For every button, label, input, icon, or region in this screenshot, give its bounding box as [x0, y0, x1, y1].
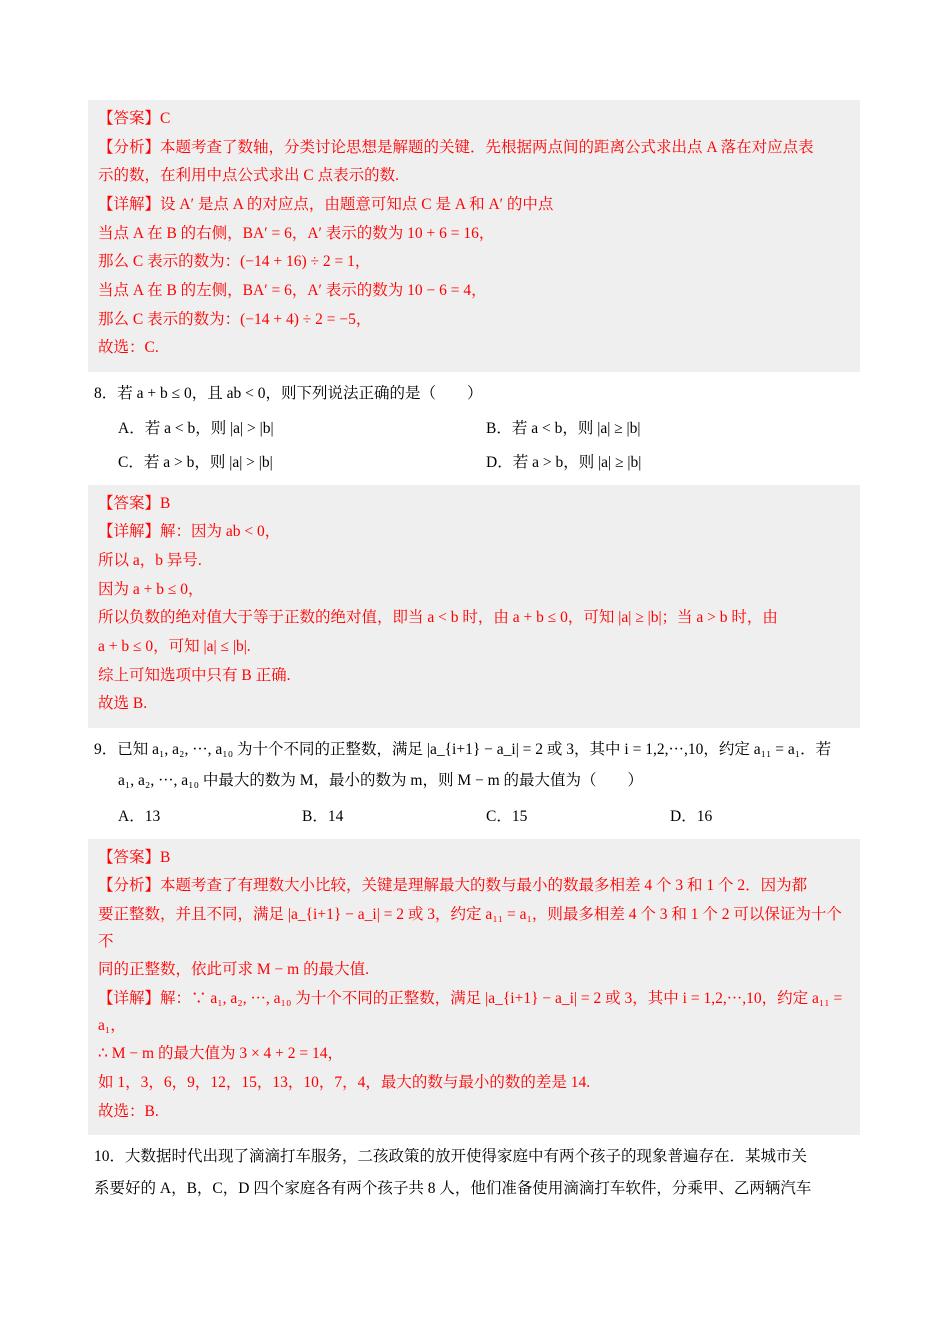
- question-8: [88, 372, 860, 485]
- question-10-line-2: 系要好的 A，B，C，D 四个家庭各有两个孩子共 8 人，他们准备使用滴滴打车软件，分乘甲、乙两辆汽车: [94, 1179, 812, 1197]
- question-8-option-d[interactable]: D．若 a > b，则 |a| ≥ |b|: [486, 454, 642, 472]
- solution-line-7-4: 那么 C 表示的数为：(−14 + 4) ÷ 2 = −5，: [98, 310, 372, 328]
- answer-label-8: 【答案】B: [98, 494, 171, 512]
- answer-block-7: [88, 100, 860, 372]
- question-9-option-c[interactable]: C．15: [486, 808, 528, 826]
- answer-label-7: 【答案】C: [98, 110, 171, 127]
- question-10-line-1: 10．大数据时代出现了滴滴打车服务，二孩政策的放开使得家庭中有两个孩子的现象普遍存在．某城市关: [94, 1148, 808, 1166]
- answer-label-9: 【答案】B: [98, 848, 171, 866]
- question-9-options: [94, 803, 854, 831]
- answer-block-9: [88, 839, 860, 1136]
- solution-line-7-3: 当点 A 在 B 的左侧，BA′ = 6，A′ 表示的数为 10 − 6 = 4，: [98, 281, 487, 299]
- analysis-line-9-3: 同的正整数，依此可求 M − m 的最大值.: [98, 961, 369, 979]
- detail-line-7: 【详解】设 A′ 是点 A 的对应点，由题意可知点 C 是 A 和 A′ 的中点: [98, 195, 554, 213]
- question-9-stem-line-2: a₁, a₂, ···, a₁₀ 中最大的数为 M，最小的数为 m，则 M − m 的最大值为（ ）: [118, 772, 644, 790]
- question-9-stem-line-1: 9．已知 a₁, a₂, ···, a₁₀ 为十个不同的正整数，满足 |a_{i+1} − a_i| = 2 或 3，其中 i = 1,2,···,10，约定 a₁₁ = a₁．若: [94, 740, 832, 758]
- question-9-option-a[interactable]: A．13: [118, 808, 161, 826]
- question-9-option-b[interactable]: B．14: [302, 808, 344, 826]
- detail-line-8: 【详解】解：因为 ab < 0，: [98, 523, 281, 541]
- question-10: [88, 1135, 860, 1212]
- solution-line-8-2: 因为 a + b ≤ 0，: [98, 580, 204, 598]
- solution-line-8-3: 所以负数的绝对值大于等于正数的绝对值，即当 a < b 时，由 a + b ≤ 0，可知 |a| ≥ |b|；当 a > b 时，由: [98, 609, 778, 627]
- question-8-options-row-1: [94, 415, 854, 443]
- answer-block-8: [88, 485, 860, 728]
- solution-line-7-1: 当点 A 在 B 的右侧，BA′ = 6，A′ 表示的数为 10 + 6 = 16，: [98, 224, 495, 242]
- solution-line-8-4: a + b ≤ 0，可知 |a| ≤ |b|.: [98, 637, 251, 655]
- question-8-stem: 8．若 a + b ≤ 0，且 ab < 0，则下列说法正确的是（ ）: [94, 384, 483, 402]
- solution-line-7-5: 故选：C.: [98, 339, 159, 357]
- analysis-line-7b: 示的数，在利用中点公式求出 C 点表示的数.: [98, 167, 399, 185]
- solution-line-9-1: ∴ M − m 的最大值为 3 × 4 + 2 = 14，: [98, 1045, 344, 1063]
- detail-line-9: 【详解】解：∵ a₁, a₂, ···, a₁₀ 为十个不同的正整数，满足 |a_{i+1} − a_i| = 2 或 3，其中 i = 1,2,···,10，约定 a₁₁ = a₁，: [98, 989, 843, 1034]
- question-8-option-c[interactable]: C．若 a > b，则 |a| > |b|: [118, 454, 273, 472]
- document-content: [88, 100, 860, 1212]
- question-8-option-b[interactable]: B．若 a < b，则 |a| ≥ |b|: [486, 420, 641, 438]
- question-8-option-a[interactable]: A．若 a < b，则 |a| > |b|: [118, 420, 274, 438]
- solution-line-9-3: 故选：B.: [98, 1102, 159, 1120]
- solution-line-8-5: 综上可知选项中只有 B 正确.: [98, 666, 291, 684]
- question-9-option-d[interactable]: D．16: [670, 808, 713, 826]
- question-8-options-row-2: [94, 449, 854, 477]
- analysis-line-7a: 【分析】本题考查了数轴，分类讨论思想是解题的关键．先根据两点间的距离公式求出点 A 落在对应点表: [98, 138, 814, 156]
- analysis-line-9-1: 【分析】本题考查了有理数大小比较，关键是理解最大的数与最小的数最多相差 4 个 3 和 1 个 2．因为都: [98, 877, 808, 895]
- solution-line-8-6: 故选 B.: [98, 695, 148, 713]
- solution-line-9-2: 如 1，3，6，9，12，15，13，10，7，4，最大的数与最小的数的差是 14.: [98, 1073, 591, 1091]
- solution-line-8-1: 所以 a，b 异号.: [98, 551, 202, 569]
- question-9: [88, 728, 860, 839]
- analysis-line-9-2: 要正整数，并且不同，满足 |a_{i+1} − a_i| = 2 或 3，约定 a₁₁ = a₁，则最多相差 4 个 3 和 1 个 2 可以保证为十个不: [98, 905, 842, 950]
- solution-line-7-2: 那么 C 表示的数为：(−14 + 16) ÷ 2 = 1，: [98, 253, 371, 271]
